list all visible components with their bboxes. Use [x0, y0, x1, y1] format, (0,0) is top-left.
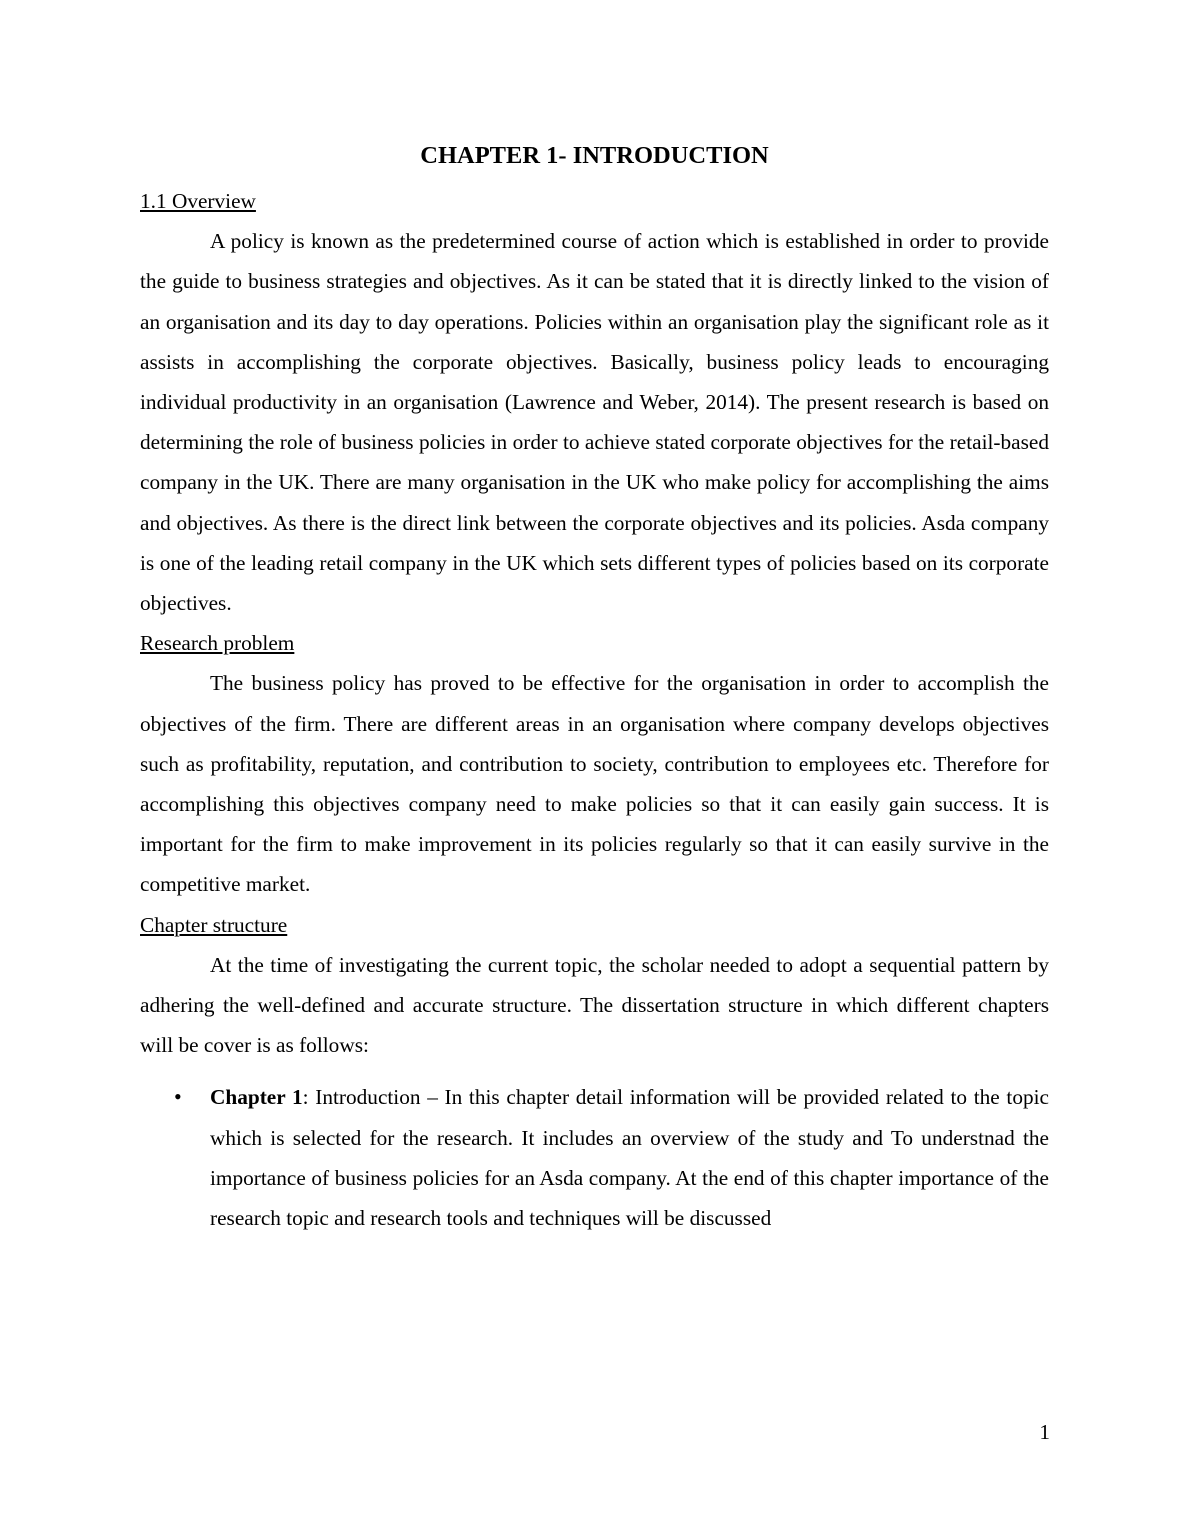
list-item: [140, 1077, 1049, 1238]
overview-paragraph: A policy is known as the predetermined course of action which is established in order to provide the guide to business strategies and objectives. As it can be stated that it is directly linked to the vision of an organisation and its day to day operations. Policies within an organisation play the significant role as it assists in accomplishing the corporate objectives. Basically, business policy leads to encouraging individual productivity in an organisation (Lawrence and Weber, 2014). The present research is based on determining the role of business policies in order to achieve stated corporate objectives for the retail-based company in the UK. There are many organisation in the UK who make policy for accomplishing the aims and objectives. As there is the direct link between the corporate objectives and its policies. Asda company is one of the leading retail company in the UK which sets different types of policies based on its corporate objectives.: [140, 229, 1049, 616]
chapter-title: CHAPTER 1- INTRODUCTION: [420, 142, 769, 169]
bullet-icon: •: [174, 1084, 182, 1110]
research-problem-heading: Research problem: [140, 631, 295, 656]
page-content: [140, 138, 1049, 1238]
chapter-list: [140, 1077, 1049, 1238]
page-number: 1: [1039, 1420, 1050, 1444]
list-item-text: : Introduction – In this chapter detail information will be provided related to the topic which is selected for the research. It includes an overview of the study and To understnad the importance of business policies for an Asda company. At the end of this chapter importance of the research topic and research tools and techniques will be discussed: [210, 1085, 1049, 1231]
overview-heading: 1.1 Overview: [140, 189, 256, 213]
chapter-structure-heading: Chapter structure: [140, 912, 288, 937]
list-item-label: Chapter 1: [210, 1085, 303, 1110]
chapter-structure-paragraph: At the time of investigating the current topic, the scholar needed to adopt a sequential pattern by adhering the well-defined and accurate structure. The dissertation structure in which different chapters will be cover is as follows:: [140, 952, 1049, 1058]
research-problem-paragraph: The business policy has proved to be effective for the organisation in order to accomplish the objectives of the firm. There are different areas in an organisation where company develops objectives such as profitability, reputation, and contribution to society, contribution to employees etc. Therefore for accomplishing this objectives company need to make policies so that it can easily gain success. It is important for the firm to make improvement in its policies regularly so that it can easily survive in the competitive market.: [140, 671, 1049, 897]
